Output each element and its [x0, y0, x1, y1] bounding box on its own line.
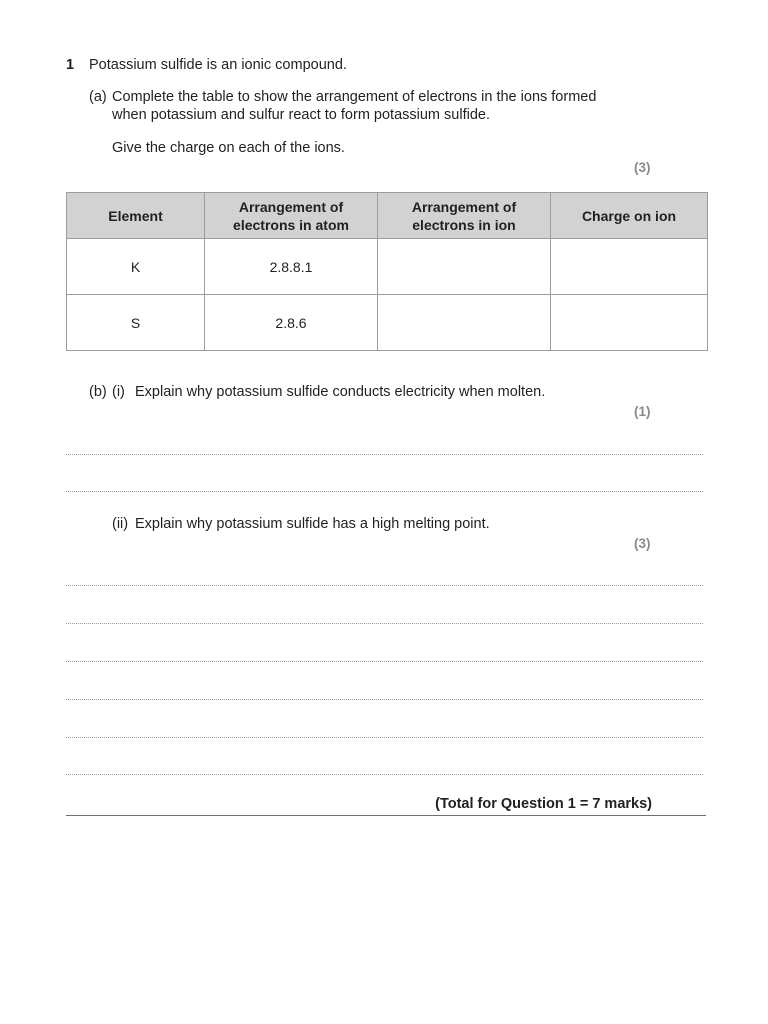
table-row [67, 295, 708, 351]
answer-line[interactable] [66, 661, 703, 662]
header-element: Element [67, 193, 205, 239]
table-row [67, 239, 708, 295]
answer-line[interactable] [66, 623, 703, 624]
header-charge-on-ion: Charge on ion [551, 193, 708, 239]
part-a-text-line2: when potassium and sulfur react to form potassium sulfide. [112, 107, 490, 123]
part-a-marks: (3) [634, 160, 651, 175]
question-total: (Total for Question 1 = 7 marks) [435, 796, 652, 812]
cell-arrangement-ion-answer[interactable] [378, 295, 551, 351]
cell-element: K [67, 239, 205, 295]
question-stem: Potassium sulfide is an ionic compound. [89, 57, 347, 73]
part-b-i-marks: (1) [634, 404, 651, 419]
part-b-i-text: Explain why potassium sulfide conducts electricity when molten. [135, 384, 546, 400]
part-b-label: (b) [89, 384, 107, 400]
answer-line[interactable] [66, 699, 703, 700]
answer-line[interactable] [66, 491, 703, 492]
header-arrangement-ion: Arrangement of electrons in ion [378, 193, 551, 239]
part-b-ii-label: (ii) [112, 516, 129, 532]
question-number: 1 [66, 57, 75, 73]
cell-arrangement-atom: 2.8.6 [205, 295, 378, 351]
part-a-text-line1: Complete the table to show the arrangement of electrons in the ions formed [112, 89, 597, 105]
part-a-label: (a) [89, 89, 107, 105]
total-rule [66, 815, 706, 816]
answer-line[interactable] [66, 585, 703, 586]
answer-line[interactable] [66, 737, 703, 738]
part-b-i-label: (i) [112, 384, 125, 400]
cell-element: S [67, 295, 205, 351]
cell-charge-answer[interactable] [551, 239, 708, 295]
electron-arrangement-table [66, 192, 708, 351]
part-a-instruction: Give the charge on each of the ions. [112, 140, 345, 156]
answer-line[interactable] [66, 774, 703, 775]
cell-arrangement-ion-answer[interactable] [378, 239, 551, 295]
answer-line[interactable] [66, 454, 703, 455]
part-b-ii-marks: (3) [634, 536, 651, 551]
part-b-ii-text: Explain why potassium sulfide has a high melting point. [135, 516, 490, 532]
cell-arrangement-atom: 2.8.8.1 [205, 239, 378, 295]
header-arrangement-atom: Arrangement of electrons in atom [205, 193, 378, 239]
table-header-row [67, 193, 708, 239]
cell-charge-answer[interactable] [551, 295, 708, 351]
